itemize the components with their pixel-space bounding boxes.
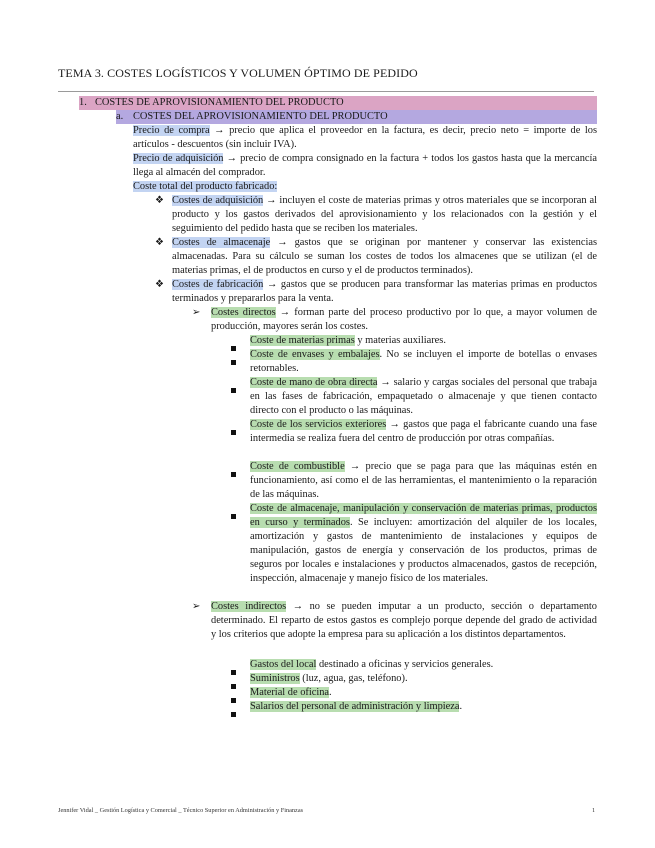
subsection-letter: a. (116, 111, 124, 122)
coste-adquisicion-term: Costes de adquisición (172, 195, 264, 206)
coste-total-label: Coste total del producto fabricado: (133, 181, 278, 192)
subsection-label: COSTES DEL APROVISIONAMIENTO DEL PRODUCTO (133, 111, 388, 122)
directo-item-term: Coste de materias primas (250, 335, 355, 346)
coste-fabricacion-text: → gastos que se producen para transformar las materias primas en productos terminados y prepararlos para la venta. (172, 279, 597, 304)
square-bullet-icon (231, 422, 236, 440)
square-bullet-icon (231, 380, 236, 398)
directo-item-text: → gastos que paga el fabricante cuando una fase intermedia se realiza fuera del centro de producción por otras compañías. (250, 419, 597, 444)
indirecto-item-term: Salarios del personal de administración y limpieza (250, 701, 460, 712)
directo-item-text: → precio que se paga para que las máquinas estén en funcionamiento, así como el de las herramientas, el mantenimiento o la reparación de las máquinas. (250, 461, 597, 500)
costes-directos-term: Costes directos (211, 307, 276, 318)
directo-item (250, 334, 597, 348)
costes-indirectos-term: Costes indirectos (211, 601, 287, 612)
directo-item-term: Coste de combustible (250, 461, 345, 472)
document-title: TEMA 3. COSTES LOGÍSTICOS Y VOLUMEN ÓPTIMO DE PEDIDO (58, 66, 418, 80)
coste-almacenaje-text: → gastos que se originan por mantener y conservar las existencias almacenadas. Para su cálculo se suman los costes de todos los almacenes que se utilizan (el de materias primas, el de productos en curso y el de productos terminados). (172, 237, 597, 276)
indirecto-item-text: . (329, 687, 332, 698)
directo-item (250, 502, 597, 586)
costes-directos-text: → forman parte del proceso productivo por lo que, a mayor volumen de producción, mayores serán los costes. (211, 307, 597, 332)
coste-fabricacion-item (172, 278, 597, 306)
directo-item-term: Coste de envases y embalajes (250, 349, 380, 360)
coste-total-heading (133, 180, 277, 194)
section-heading (79, 96, 597, 110)
directo-item-text: → salario y cargas sociales del personal que trabaja en las fases de fabricación, empaquetado o almacenaje y que tienen contacto directo con el producto o las máquinas. (250, 377, 598, 416)
directo-item (250, 418, 597, 446)
square-bullet-icon (231, 464, 236, 482)
costes-indirectos-item (211, 600, 597, 642)
square-bullet-icon (231, 506, 236, 524)
coste-almacenaje-term: Costes de almacenaje (172, 237, 271, 248)
indirecto-item (250, 686, 332, 700)
square-bullet-icon (231, 352, 236, 370)
indirecto-item-text: . (459, 701, 463, 712)
indirecto-item-term: Gastos del local (250, 659, 317, 670)
indirecto-item-text: destinado a oficinas y servicios generales. (316, 659, 494, 670)
indirecto-item-text: (luz, agua, gas, teléfono). (299, 673, 408, 684)
precio-compra-text: → precio que aplica el proveedor en la factura, es decir, precio neto = importe de los artículos - descuentos (sin incluir IVA). (133, 125, 597, 150)
directo-item-term: Coste de almacenaje, manipulación y conservación de materias primas, productos en curso y terminados (250, 503, 597, 528)
coste-adquisicion-text: → incluyen el coste de materias primas y otros materiales que se incorporan al producto y los gastos derivados del aprovisionamiento y los relacionados con la gestión y el seguimiento del pedido hasta que se reciben los materiales. (172, 195, 597, 234)
directo-item-term: Coste de mano de obra directa (250, 377, 378, 388)
indirecto-item (250, 658, 493, 672)
section-label: COSTES DE APROVISIONAMIENTO DEL PRODUCTO (95, 97, 344, 108)
arrow-bullet-icon: ➢ (192, 307, 201, 318)
square-bullet-icon (231, 704, 236, 722)
page-footer: Jennifer Vidal _ Gestión Logística y Comercial _ Técnico Superior en Administración y Finanzas (58, 807, 304, 814)
diamond-bullet-icon: ❖ (155, 195, 164, 206)
subsection-heading (116, 110, 597, 124)
arrow-bullet-icon: ➢ (192, 601, 201, 612)
coste-fabricacion-term: Costes de fabricación (172, 279, 264, 290)
title-divider (58, 91, 594, 92)
directo-item (250, 376, 597, 418)
coste-almacenaje-item (172, 236, 597, 278)
directo-item (250, 348, 597, 376)
directo-item (250, 460, 597, 502)
coste-adquisicion-item (172, 194, 597, 236)
precio-compra-paragraph (133, 124, 597, 152)
directo-item-term: Coste de los servicios exteriores (250, 419, 387, 430)
indirecto-item-term: Material de oficina (250, 687, 330, 698)
directo-item-text: . Se incluyen: amortización del alquiler de los locales, amortización y gastos de mantenimiento de instalaciones y equipos de manipulación, gastos de energía y conservación de los productos, primas de seguros por locales e instalaciones y productos almacenados, gastos de recepción, inspección, almacenaje y manejo físico de los materiales. (250, 517, 597, 584)
precio-adquisicion-text: → precio de compra consignado en la factura + todos los gastos hasta que la mercancía llega al almacén del comprador. (133, 153, 597, 178)
precio-adquisicion-paragraph (133, 152, 597, 180)
indirecto-item (250, 700, 462, 714)
costes-indirectos-text: → no se pueden imputar a un producto, sección o departamento determinado. El reparto de estos gastos es complejo porque depende del grado de actividad y los criterios que adopte la empresa para su aplicación a los distintos departamentos. (211, 601, 597, 640)
section-number: 1. (79, 97, 87, 108)
precio-adquisicion-term: Precio de adquisición (133, 153, 224, 164)
diamond-bullet-icon: ❖ (155, 237, 164, 248)
precio-compra-term: Precio de compra (133, 125, 210, 136)
indirecto-item-term: Suministros (250, 673, 300, 684)
page-number: 1 (592, 807, 596, 814)
indirecto-item (250, 672, 408, 686)
costes-directos-item (211, 306, 597, 334)
directo-item-text: . No se incluyen el importe de botellas o envases retornables. (250, 349, 598, 374)
diamond-bullet-icon: ❖ (155, 279, 164, 290)
directo-item-text: y materias auxiliares. (354, 335, 446, 346)
